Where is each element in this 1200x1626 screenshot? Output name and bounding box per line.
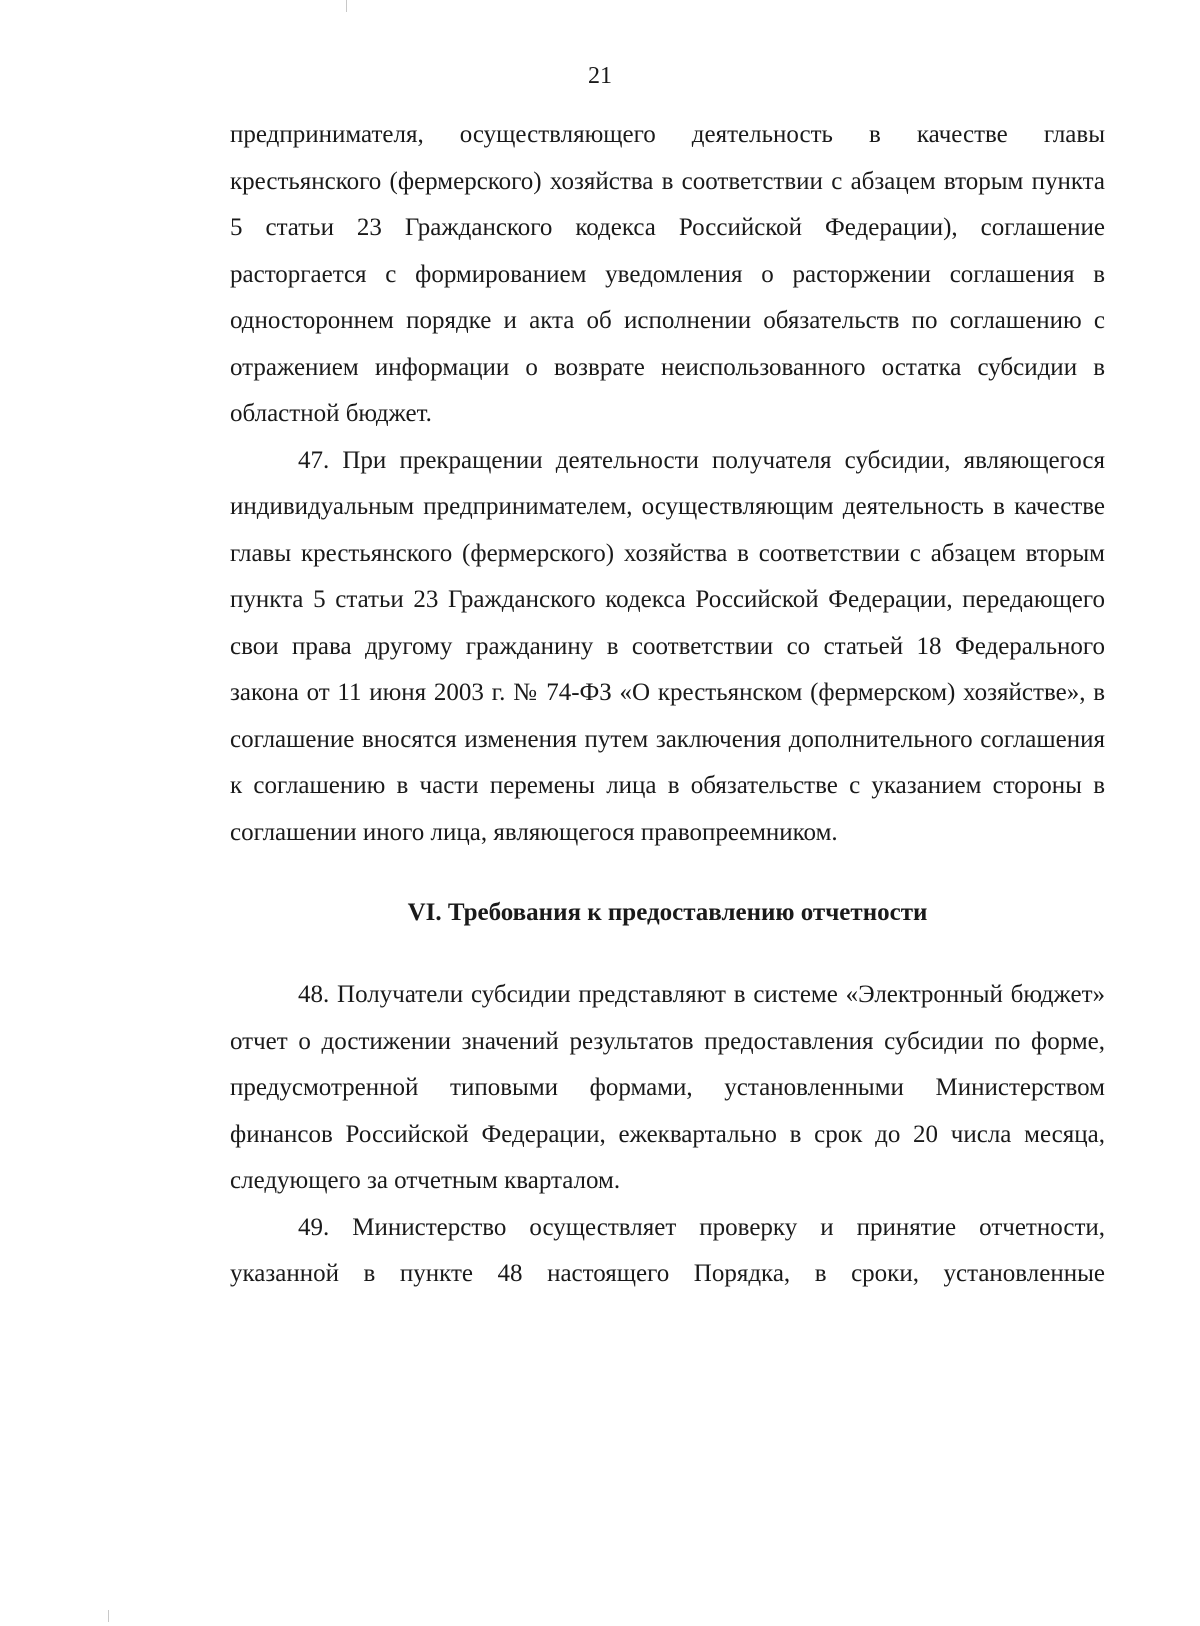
section-heading: VI. Требования к предоставлению отчетности: [407, 899, 928, 926]
paragraph-47: 47. При прекращении деятельности получателя субсидии, являющегося индивидуальным предпринимателем, осуществляющим деятельность в качестве главы крестьянского (фермерского) хозяйства в соответствии с абзацем вторым пункта 5 статьи 23 Гражданского кодекса Российской Федерации, передающего свои права другому гражданину в соответствии со статьей 18 Федерального закона от 11 июня 2003 г. № 74-ФЗ «О крестьянском (фермерском) хозяйстве», в соглашение вносятся изменения путем заключения дополнительного соглашения к соглашению в части перемены лица в обязательстве с указанием стороны в соглашении иного лица, являющегося правопреемником.: [230, 446, 1105, 846]
document-body: [230, 112, 1105, 1298]
paragraph-48: 48. Получатели субсидии представляют в системе «Электронный бюджет» отчет о достижении значений результатов предоставления субсидии по форме, предусмотренной типовыми формами, установленными Министерством финансов Российской Федерации, ежеквартально в срок до 20 числа месяца, следующего за отчетным кварталом.: [230, 981, 1105, 1194]
paragraph-continuation: предпринимателя, осуществляющего деятельность в качестве главы крестьянского (фермерского) хозяйства в соответствии с абзацем вторым пункта 5 статьи 23 Гражданского кодекса Российской Федерации), соглашение расторгается с формированием уведомления о расторжении соглашения в одностороннем порядке и акта об исполнении обязательств по соглашению с отражением информации о возврате неиспользованного остатка субсидии в областной бюджет.: [230, 121, 1105, 427]
paragraph-49: 49. Министерство осуществляет проверку и принятие отчетности, указанной в пункте 48 настоящего Порядка, в сроки, установленные: [230, 1213, 1105, 1287]
scan-mark-top: [346, 0, 347, 12]
scan-mark-bottom: [108, 1610, 109, 1622]
page-number: 21: [588, 63, 612, 89]
